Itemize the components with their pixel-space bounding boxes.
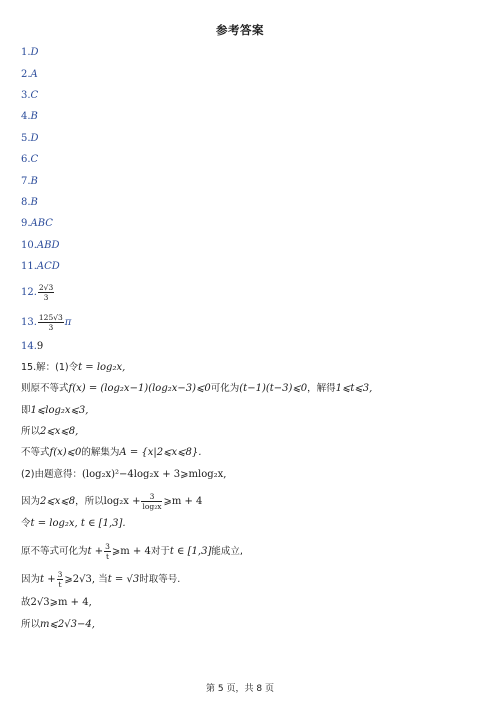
answer-2: 2.A [21, 69, 38, 80]
answer-14: 14.9 [21, 341, 44, 352]
answer-12: 12. $\frac{2√3}{3}$ [21, 283, 54, 302]
solution-line-9: 原不等式可化为t + $\frac{3}{t}$ ⩾m + 4对于t ∈ [1,3]能成立, [21, 542, 243, 561]
solution-line-5: 不等式f(x)⩽0的解集为A = {x|2⩽x⩽8}. [21, 447, 202, 458]
answer-3: 3.C [21, 90, 39, 101]
solution-line-11: 故2√3⩾m + 4, [21, 597, 92, 608]
solution-line-7: 因为2⩽x⩽8，所以log₂x + $\frac{3}{\text{log₂x}}$ ⩾m + 4 [21, 492, 203, 511]
answer-9: 9.ABC [21, 218, 53, 229]
page-footer: 第 5 页，共 8 页 [206, 684, 274, 694]
answer-13: 13. $\frac{125√3}{3}$ π [21, 313, 72, 332]
answer-8: 8.B [21, 197, 38, 208]
solution-line-10: 因为t + $\frac{3}{t}$ ⩾2√3, 当t = √3时取等号. [21, 570, 181, 589]
answer-7: 7.B [21, 176, 38, 187]
solution-line-12: 所以m⩽2√3−4, [21, 619, 95, 630]
answer-5: 5.D [21, 133, 39, 144]
solution-line-4: 所以2⩽x⩽8, [21, 426, 79, 437]
answer-1: 1.D [21, 47, 39, 58]
answer-11: 11.ACD [21, 261, 60, 272]
page-title: 参考答案 [216, 23, 264, 37]
solution-line-2: 则原不等式f(x) = (log₂x−1)(log₂x−3)⩽0可化为(t−1)(t−3)⩽0，解得1⩽t⩽3, [21, 383, 373, 394]
answer-10: 10.ABD [21, 240, 60, 251]
solution-line-1: 15.解：(1)令t = log₂x, [21, 362, 126, 373]
solution-line-6: (2)由题意得：(log₂x)²−4log₂x + 3⩾mlog₂x, [21, 469, 227, 480]
answer-6: 6.C [21, 154, 39, 165]
solution-line-8: 令t = log₂x, t ∈ [1,3]. [21, 518, 126, 529]
solution-line-3: 即1⩽log₂x⩽3, [21, 405, 89, 416]
answer-4: 4.B [21, 111, 38, 122]
